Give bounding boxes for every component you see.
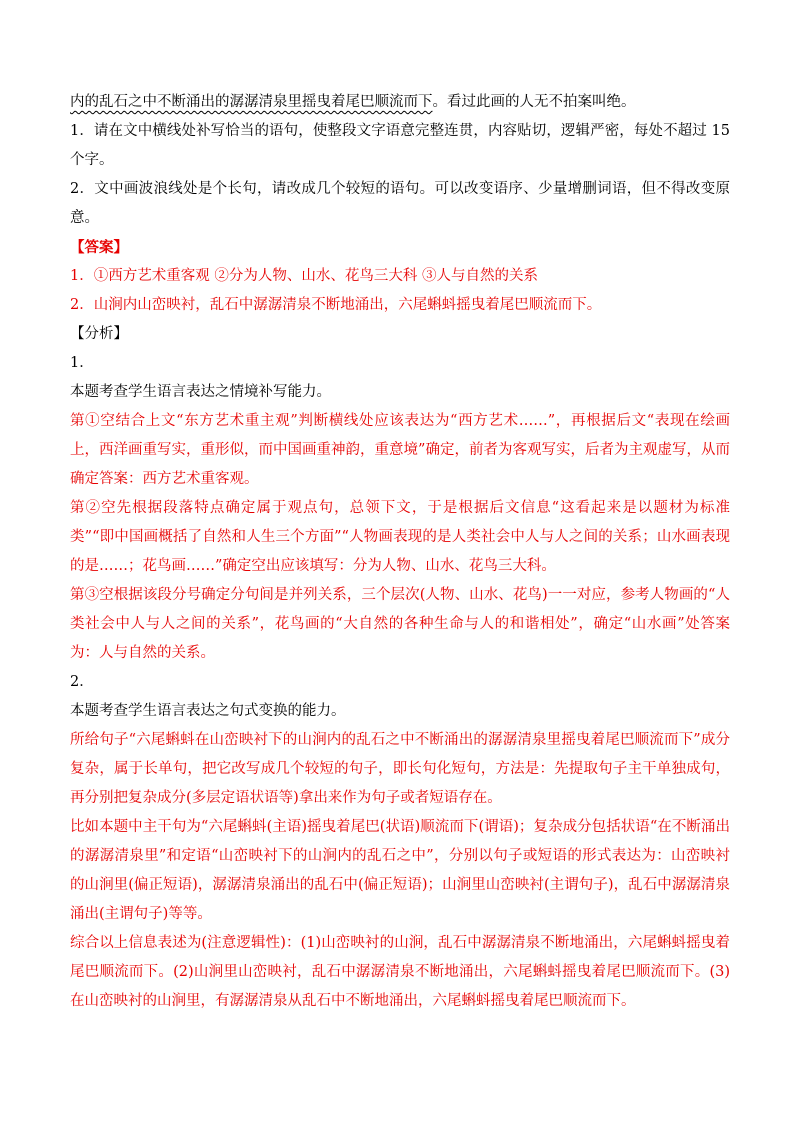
analysis-q1-paragraph-3: 第③空根据该段分号确定分句间是并列关系，三个层次(人物、山水、花鸟)一一对应，参考人物画的“人类社会中人与人之间的关系”，花鸟画的“大自然的各种生命与人的和谐相处”，确定“山水画”处答案为：人与自然的关系。 [70,587,730,661]
analysis-q1-number: 1． [70,355,94,371]
analysis-q1-intro: 本题考查学生语言表达之情境补写能力。 [70,384,331,400]
analysis-q2-paragraph-1: 所给句子“六尾蝌蚪在山峦映衬下的山涧内的乱石之中不断涌出的潺潺清泉里摇曳着尾巴顺流而下”成分复杂，属于长单句，把它改写成几个较短的句子，即长句化短句，方法是：先提取句子主干单独成句，再分别把复杂成分(多层定语状语等)拿出来作为句子或者短语存在。 [70,732,730,806]
analysis-header: 【分析】 [70,326,128,342]
analysis-q1-paragraph-1: 第①空结合上文“东方艺术重主观”判断横线处应该表达为“西方艺术……”，再根据后文“表现在绘画上，西洋画重写实，重形似，而中国画重神韵，重意境”确定，前者为客观写实，后者为主观虚写，从而确定答案：西方艺术重客观。 [70,413,730,487]
analysis-q2-intro: 本题考查学生语言表达之句式变换的能力。 [70,703,346,719]
question-1: 1．请在文中横线处补写恰当的语句，使整段文字语意完整连贯，内容贴切，逻辑严密，每处不超过 15 个字。 [70,123,730,168]
answer-1: 1．①西方艺术重客观 ②分为人物、山水、花鸟三大科 ③人与自然的关系 [70,268,538,284]
document-page [70,88,730,1016]
analysis-q1-paragraph-2: 第②空先根据段落特点确定属于观点句，总领下文，于是根据后文信息“这看起来是以题材为标准类”“即中国画概括了自然和人生三个方面”“人物画表现的是人类社会中人与人之间的关系；山水画表现的是……；花鸟画……”确定空出应该填写：分为人物、山水、花鸟三大科。 [70,500,730,574]
analysis-q2-paragraph-3: 综合以上信息表述为(注意逻辑性)：(1)山峦映衬的山涧，乱石中潺潺清泉不断地涌出，六尾蝌蚪摇曳着尾巴顺流而下。(2)山涧里山峦映衬，乱石中潺潺清泉不断地涌出，六尾蝌蚪摇曳着尾巴顺流而下。(3)在山峦映衬的山涧里，有潺潺清泉从乱石中不断地涌出，六尾蝌蚪摇曳着尾巴顺流而下。 [70,935,730,1009]
question-2: 2．文中画波浪线处是个长句，请改成几个较短的语句。可以改变语序、少量增删词语，但不得改变原意。 [70,181,730,226]
intro-paragraph [70,88,730,117]
answer-header: 【答案】 [70,239,128,256]
analysis-q2-paragraph-2: 比如本题中主干句为“六尾蝌蚪(主语)摇曳着尾巴(状语)顺流而下(谓语)；复杂成分包括状语“在不断涌出的潺潺清泉里”和定语“山峦映衬下的山涧内的乱石之中”，分别以句子或短语的形式表达为：山峦映衬的山涧里(偏正短语)，潺潺清泉涌出的乱石中(偏正短语)；山涧里山峦映衬(主谓句子)，乱石中潺潺清泉涌出(主谓句子)等等。 [70,819,730,922]
answer-2: 2．山涧内山峦映衬，乱石中潺潺清泉不断地涌出，六尾蝌蚪摇曳着尾巴顺流而下。 [70,297,602,313]
intro-rest: 。看过此画的人无不拍案叫绝。 [432,94,636,110]
wavy-underlined-sentence: 内的乱石之中不断涌出的潺潺清泉里摇曳着尾巴顺流而下 [70,94,433,110]
analysis-q2-number: 2． [70,674,94,690]
